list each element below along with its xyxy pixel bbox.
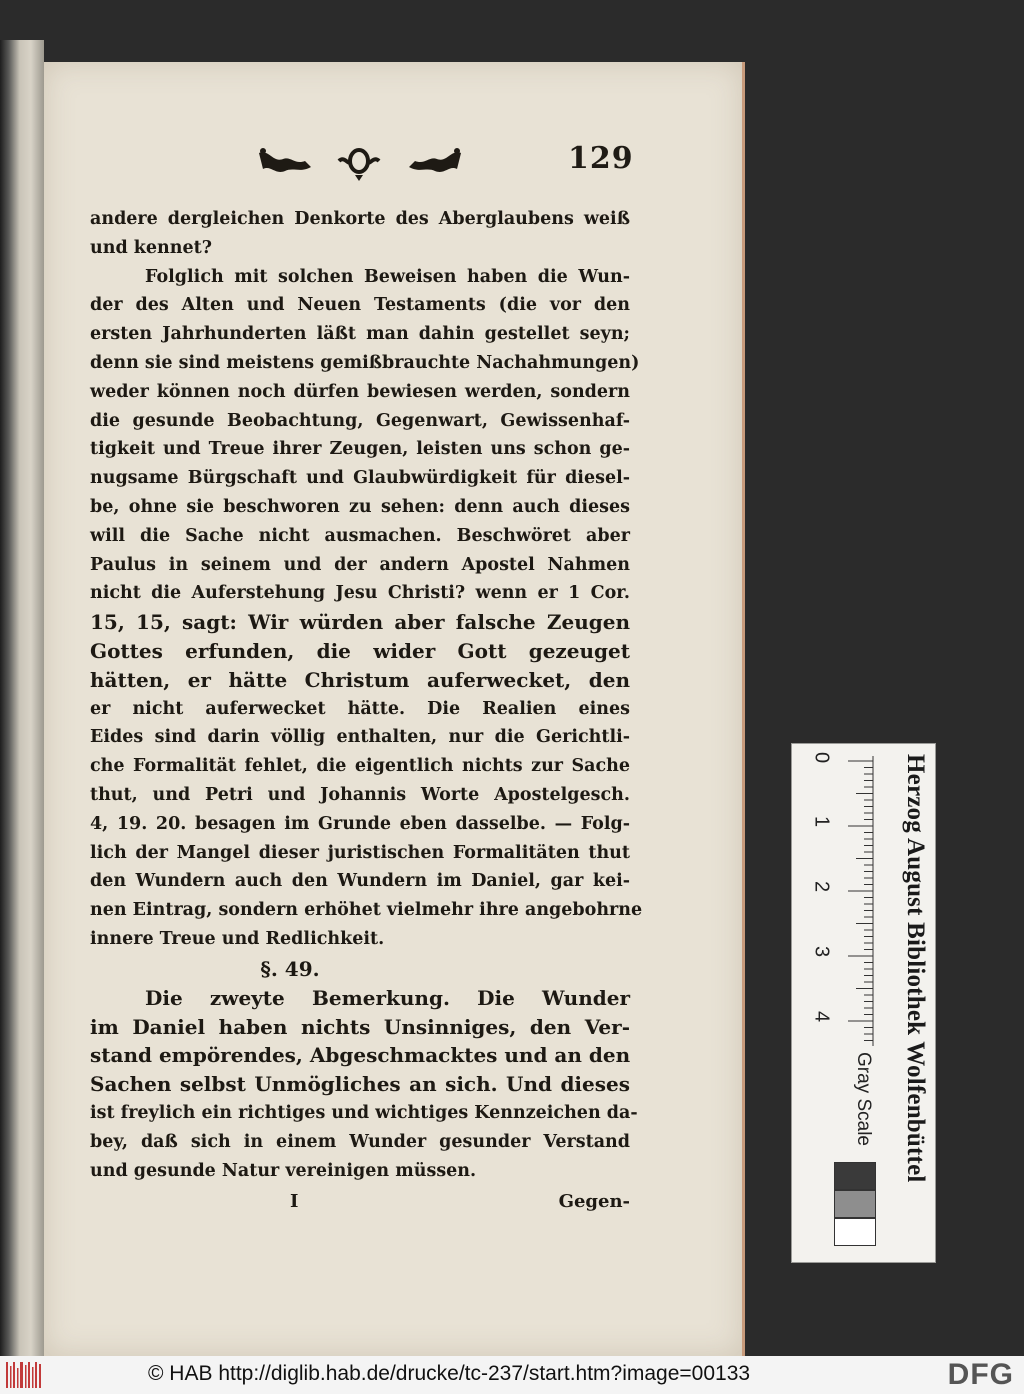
text-line: ersten Jahrhunderten läßt man dahin gestellet seyn; xyxy=(90,324,630,345)
institution-name: Herzog August Bibliothek Wolfenbüttel xyxy=(902,754,929,1183)
scale-numbers xyxy=(810,744,832,1044)
text-line: die gesunde Beobachtung, Gegenwart, Gewissenhaf- xyxy=(90,410,630,431)
text-line: 15, 15, sagt: Wir würden aber falsche Zeugen xyxy=(90,610,630,635)
text-line: weder können noch dürfen bewiesen werden, sondern xyxy=(90,381,630,402)
text-line: innere Treue und Redlichkeit. xyxy=(90,928,385,949)
scale-number: 3 xyxy=(810,945,833,958)
text-line: Eides sind darin völlig enthalten, nur die Gerichtli- xyxy=(90,727,630,748)
text-line: thut, und Petri und Johannis Worte Apostelgesch. xyxy=(90,784,630,805)
text-line: nugsame Bürgschaft und Glaubwürdigkeit für diesel- xyxy=(90,468,630,489)
text-line: will die Sache nicht ausmachen. Beschwöret aber xyxy=(90,525,630,546)
text-line: nicht die Auferstehung Jesu Christi? wenn er 1 Cor. xyxy=(90,583,630,604)
ornament-right-icon xyxy=(405,143,465,183)
scale-number: 0 xyxy=(810,751,833,764)
gray-scale-label: Gray Scale xyxy=(853,1052,874,1146)
text-line: der des Alten und Neuen Testaments (die vor den xyxy=(90,295,630,316)
ruler-icon xyxy=(834,756,874,1046)
text-line: 4, 19. 20. besagen im Grunde eben dasselbe. — Folg- xyxy=(90,813,630,834)
color-target-card xyxy=(791,743,936,1263)
text-line: lich der Mangel dieser juristischen Formalitäten thut xyxy=(90,842,630,863)
text-line: be, ohne sie beschworen zu sehen: denn auch dieses xyxy=(90,496,630,517)
page-header xyxy=(0,143,1024,183)
text-line: und gesunde Natur vereinigen müssen. xyxy=(90,1160,477,1181)
text-line: bey, daß sich in einem Wunder gesunder Verstand xyxy=(90,1131,630,1152)
text-line: che Formalität fehlet, die eigentlich nichts zur Sache xyxy=(90,756,630,777)
page-number: 129 xyxy=(568,141,634,176)
text-line: Gottes erfunden, die wider Gott gezeuget xyxy=(90,638,630,663)
swatch-mid xyxy=(834,1190,876,1218)
ornament-left-icon xyxy=(255,143,315,183)
signature-mark: I xyxy=(290,1191,299,1213)
catchword: Gegen- xyxy=(558,1191,630,1213)
page-body-text xyxy=(90,205,643,1219)
scale-number: 2 xyxy=(810,880,833,893)
scale-number: 1 xyxy=(810,815,833,828)
text-line: Die zweyte Bemerkung. Die Wunder xyxy=(145,985,630,1010)
dfg-logo: DFG xyxy=(947,1358,1014,1391)
text-line: und kennet? xyxy=(90,237,212,258)
text-line: andere dergleichen Denkorte des Aberglaubens weiß xyxy=(90,209,630,229)
text-line: im Daniel haben nichts Unsinniges, den Ver- xyxy=(90,1014,630,1039)
text-line: hätten, er hätte Christum auferwecket, den xyxy=(90,667,630,692)
text-line: Paulus in seinem und der andern Apostel Nahmen xyxy=(90,554,630,575)
barcode-icon xyxy=(6,1362,42,1388)
text-line: den Wundern auch den Wundern im Daniel, gar kei- xyxy=(90,871,630,892)
text-line: tigkeit und Treue ihrer Zeugen, leisten uns schon ge- xyxy=(90,439,630,460)
adjacent-page-edge xyxy=(0,40,44,1356)
scale-number: 4 xyxy=(810,1010,833,1023)
ornament-center-icon xyxy=(337,143,381,183)
text-line: er nicht auferwecket hätte. Die Realien eines xyxy=(90,698,630,719)
swatch-dark xyxy=(834,1162,876,1190)
text-line: Folglich mit solchen Beweisen haben die Wun- xyxy=(145,266,630,287)
footer-bar xyxy=(0,1356,1024,1394)
text-line: nen Eintrag, sondern erhöhet vielmehr ihre angebohrne xyxy=(90,900,643,921)
page-footer-marks xyxy=(90,1185,630,1219)
gray-swatches xyxy=(834,1162,876,1246)
text-line: stand empörendes, Abgeschmacktes und an den xyxy=(90,1043,631,1068)
section-heading: §. 49. xyxy=(260,956,320,981)
text-line: Sachen selbst Unmögliches an sich. Und dieses xyxy=(90,1072,630,1097)
text-line: denn sie sind meistens gemißbrauchte Nachahmungen) xyxy=(90,352,640,373)
text-line: ist freylich ein richtiges und wichtiges Kennzeichen da- xyxy=(90,1102,638,1123)
copyright-url: © HAB http://diglib.hab.de/drucke/tc-237/start.htm?image=00133 xyxy=(148,1362,751,1385)
swatch-light xyxy=(834,1218,876,1246)
